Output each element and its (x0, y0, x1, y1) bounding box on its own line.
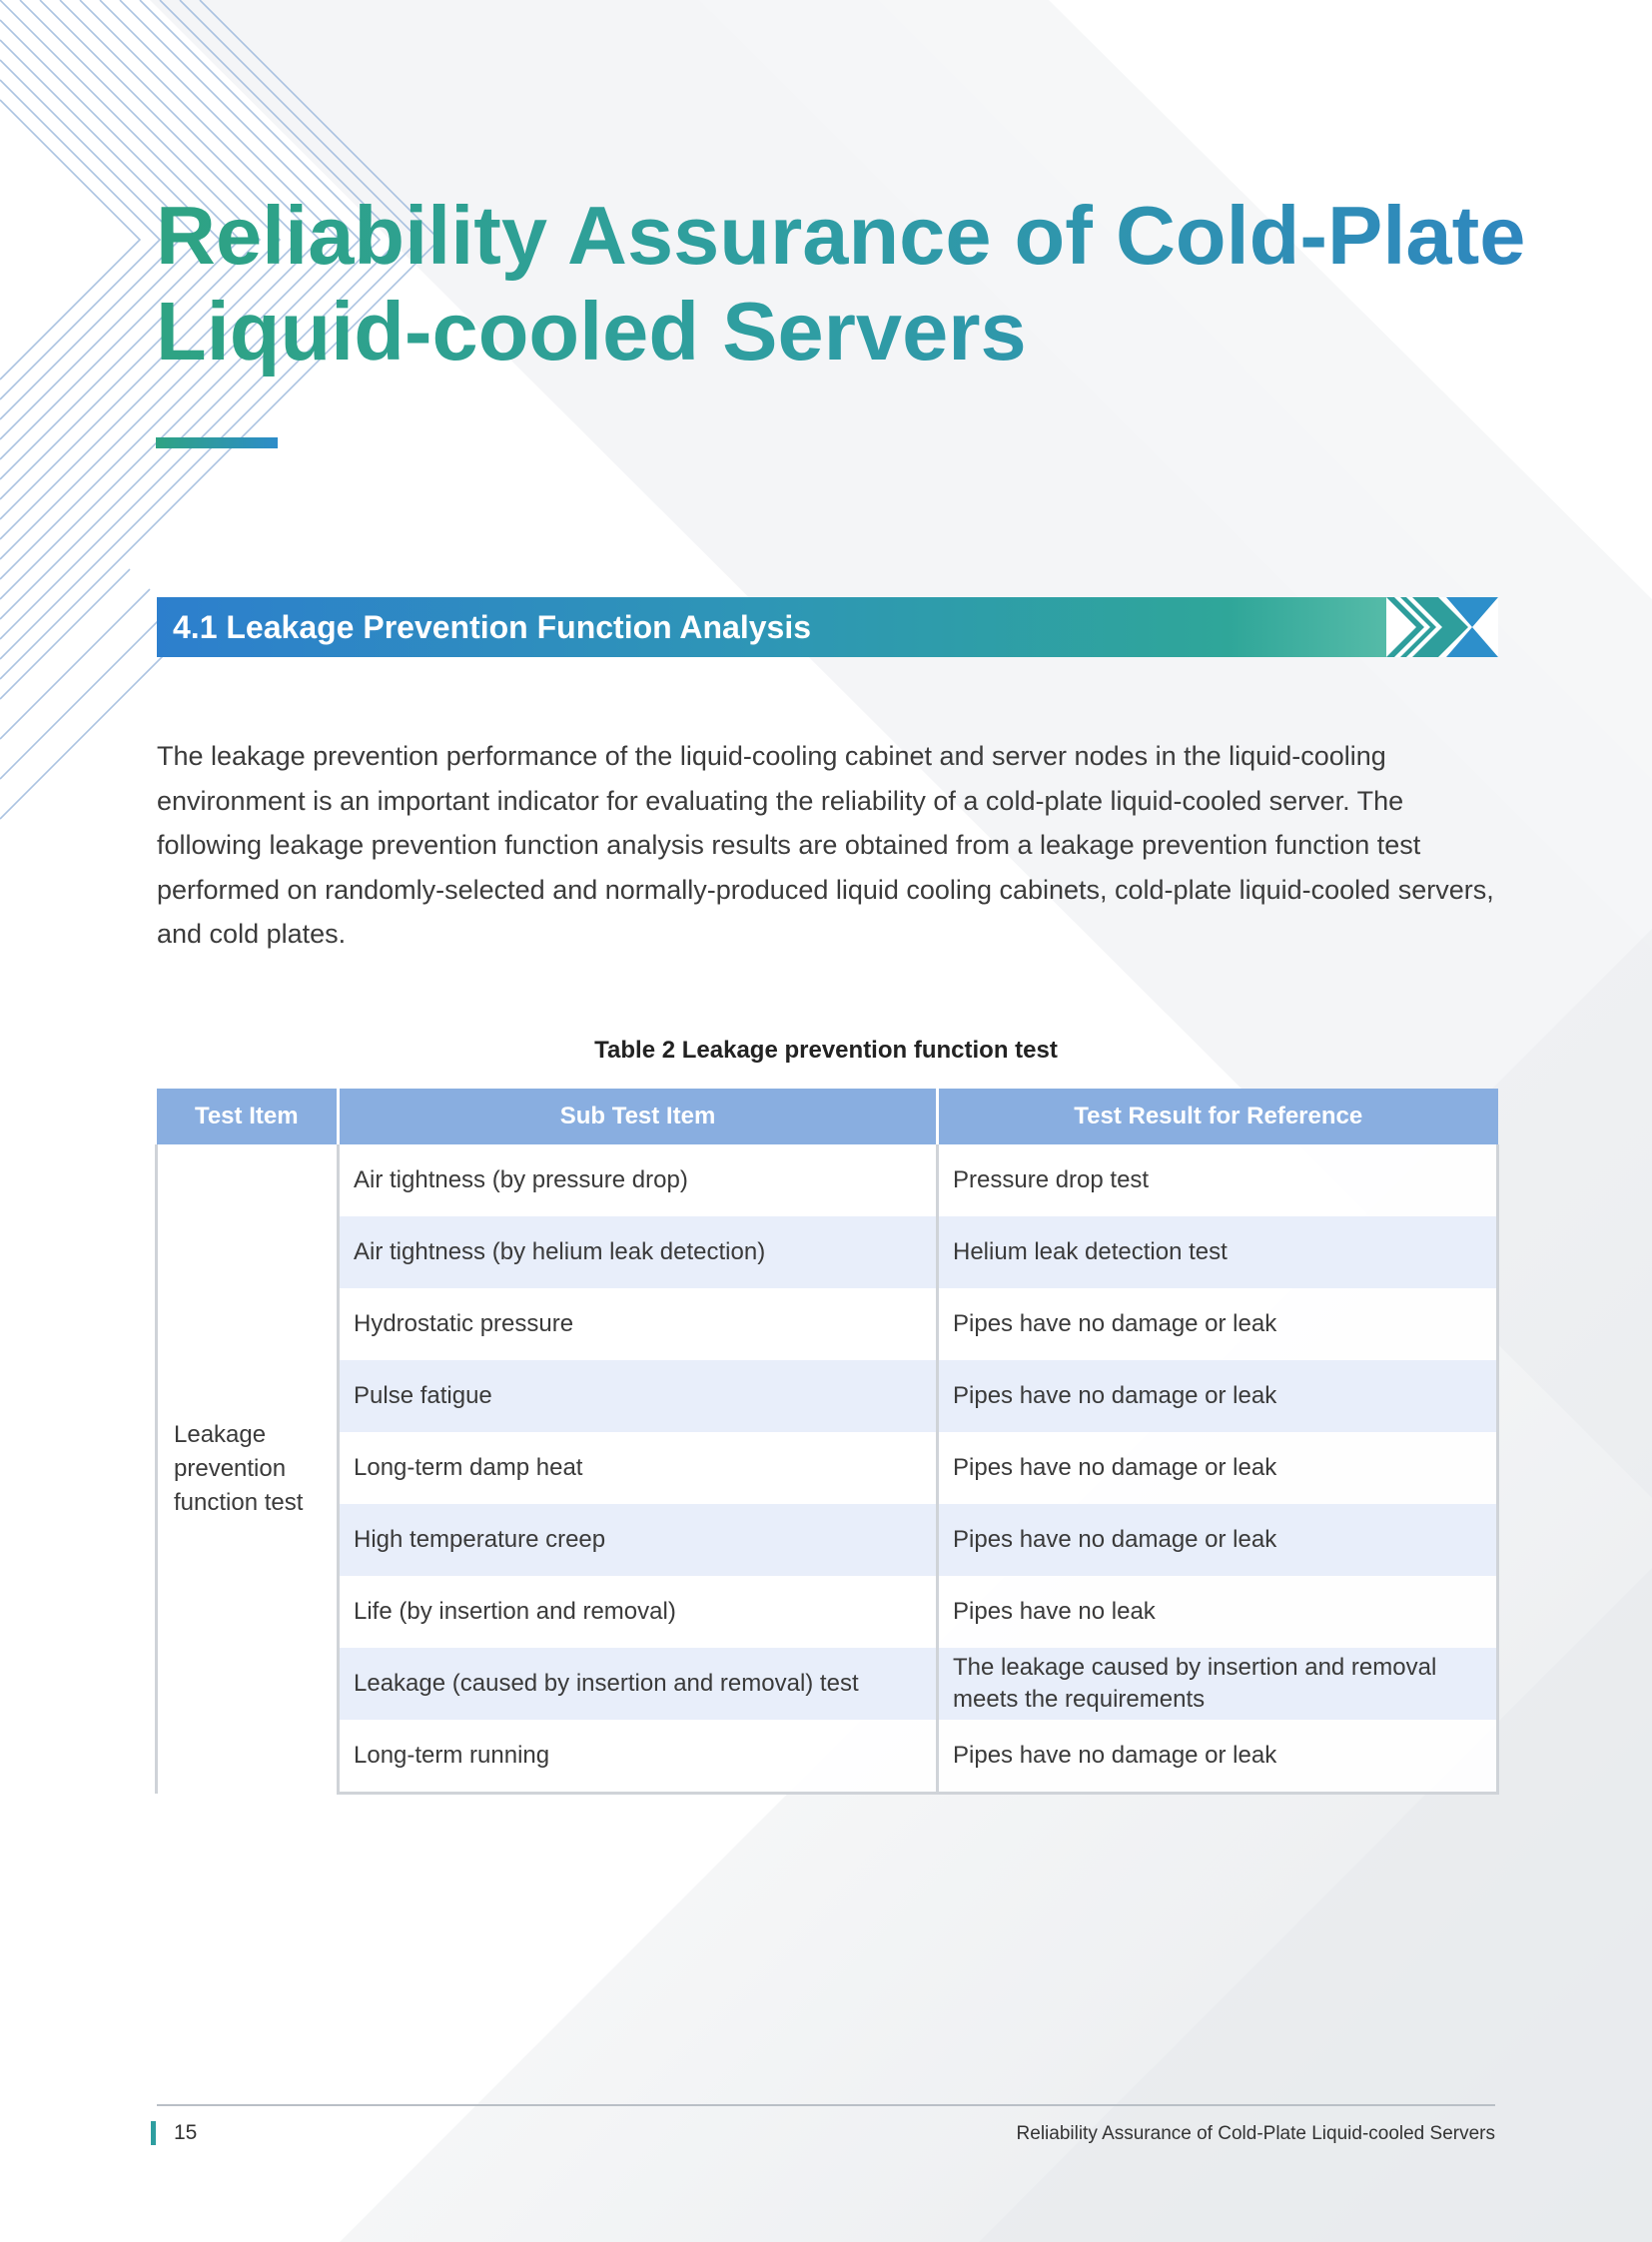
sub-test-item: Pulse fatigue (339, 1360, 938, 1432)
table-row (157, 1432, 1498, 1504)
table-header-row (157, 1089, 1498, 1144)
table-row (157, 1720, 1498, 1794)
document-title: Reliability Assurance of Cold-Plate Liquid-cooled Servers (156, 188, 1554, 379)
test-result: Pipes have no damage or leak (938, 1720, 1498, 1794)
sub-test-item: Leakage (caused by insertion and removal) test (339, 1648, 938, 1720)
footer-divider (157, 2104, 1495, 2106)
table-row (157, 1504, 1498, 1576)
table-row (157, 1360, 1498, 1432)
header-test-item: Test Item (157, 1089, 339, 1144)
test-result: Pipes have no leak (938, 1576, 1498, 1648)
test-result: Pressure drop test (938, 1144, 1498, 1216)
table-row (157, 1216, 1498, 1288)
sub-test-item: Air tightness (by pressure drop) (339, 1144, 938, 1216)
sub-test-item: Long-term damp heat (339, 1432, 938, 1504)
test-result: Pipes have no damage or leak (938, 1432, 1498, 1504)
test-result: Pipes have no damage or leak (938, 1360, 1498, 1432)
x-chevron-icon (1386, 597, 1498, 657)
table-row (157, 1288, 1498, 1360)
section-body-text: The leakage prevention performance of the liquid-cooling cabinet and server nodes in the liquid-cooling environment is an important indicator for evaluating the reliability of a cold-plate liquid-cooled server. The following leakage prevention function analysis results are obtained from a leakage prevention function test performed on randomly-selected and normally-produced liquid cooling cabinets, cold-plate liquid-cooled servers, and cold plates. (157, 741, 1494, 949)
test-result: Pipes have no damage or leak (938, 1288, 1498, 1360)
sub-test-item: Life (by insertion and removal) (339, 1576, 938, 1648)
table-row (157, 1648, 1498, 1720)
test-result: Helium leak detection test (938, 1216, 1498, 1288)
section-heading-bar (157, 597, 1495, 657)
header-test-result: Test Result for Reference (938, 1089, 1498, 1144)
title-underline (156, 437, 278, 448)
leakage-test-table (155, 1089, 1499, 1795)
test-result: The leakage caused by insertion and removal meets the requirements (938, 1648, 1498, 1720)
table-row (157, 1144, 1498, 1216)
header-sub-test-item: Sub Test Item (339, 1089, 938, 1144)
sub-test-item: Long-term running (339, 1720, 938, 1794)
test-item-cell: Leakage prevention function test (157, 1144, 339, 1794)
footer-accent-mark (151, 2121, 156, 2145)
running-title: Reliability Assurance of Cold-Plate Liquid-cooled Servers (1016, 2123, 1495, 2144)
table-row (157, 1576, 1498, 1648)
sub-test-item: Air tightness (by helium leak detection) (339, 1216, 938, 1288)
page-number: 15 (174, 2121, 198, 2144)
sub-test-item: Hydrostatic pressure (339, 1288, 938, 1360)
test-result: Pipes have no damage or leak (938, 1504, 1498, 1576)
section-heading: 4.1 Leakage Prevention Function Analysis (173, 609, 812, 645)
table-caption: Table 2 Leakage prevention function test (594, 1037, 1058, 1064)
sub-test-item: High temperature creep (339, 1504, 938, 1576)
